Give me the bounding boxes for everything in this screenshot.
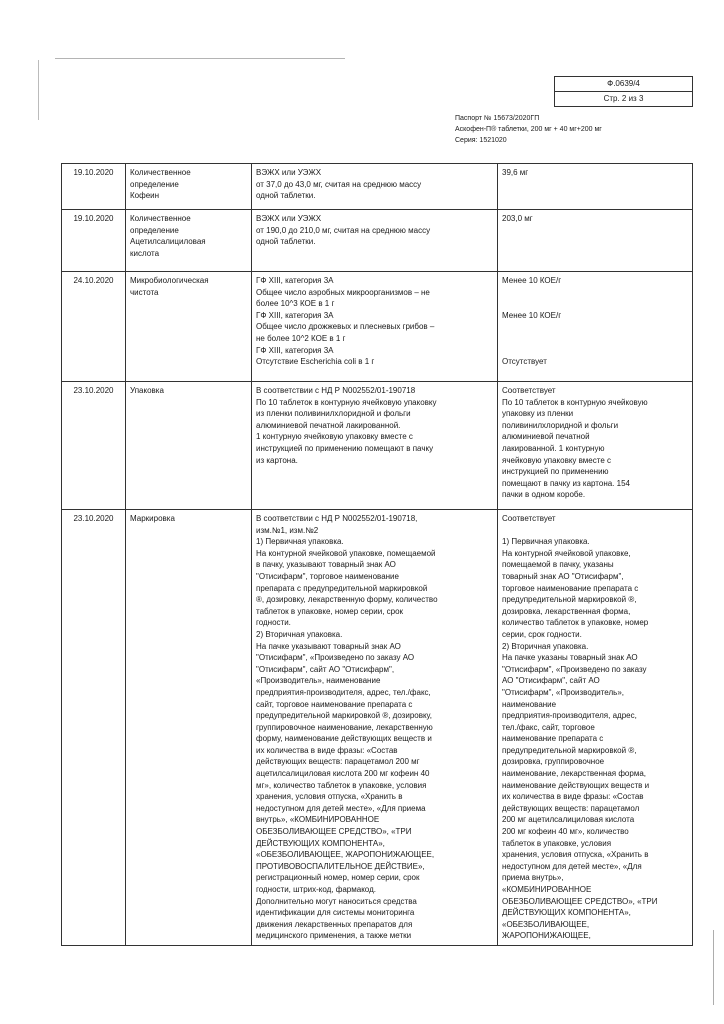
test-date: 23.10.2020	[62, 510, 126, 946]
test-date: 19.10.2020	[62, 210, 126, 272]
test-date: 23.10.2020	[62, 382, 126, 510]
test-date: 24.10.2020	[62, 272, 126, 382]
test-indicator: Микробиологическая чистота	[126, 272, 252, 382]
test-indicator: Упаковка	[126, 382, 252, 510]
table-row	[62, 164, 693, 210]
test-result: Соответствует 1) Первичная упаковка. На контурной ячейковой упаковке, помещаемой в пачку, указаны товарный знак АО "Отисифарм", торговое наименование препарата с предупредительной маркировкой ®, дозировка, лекарственная форма, количество таблеток в упаковке, номер серии, срок годности. 2) Вторичная упаковка. На пачке указаны товарный знак АО "Отисифарм", «Произведено по заказу АО "Отисифарм", сайт АО "Отисифарм", «Производитель», наименование предприятия-производителя, адрес, тел./факс, сайт, торговое наименование препарата с предупредительной маркировкой ®, дозировка, группировочное наименование, лекарственная форма, наименование действующих веществ и их количества в виде фразы: «Состав действующих веществ: парацетамол 200 мг ацетилсалициловая кислота 200 мг кофеин 40 мг», количество таблеток в упаковке, условия хранения, условия отпуска, «Хранить в недоступном для детей месте», «Для приема внутрь», «КОМБИНИРОВАННОЕ ОБЕЗБОЛИВАЮЩЕЕ СРЕДСТВО», «ТРИ ДЕЙСТВУЮЩИХ КОМПОНЕНТА», «ОБЕЗБОЛИВАЮЩЕЕ, ЖАРОПОНИЖАЮЩЕЕ,	[498, 510, 693, 946]
table-row	[62, 210, 693, 272]
table-row	[62, 382, 693, 510]
test-result: Соответствует По 10 таблеток в контурную ячейковую упаковку из пленки поливинилхлоридной и фольги алюминиевой печатной лакированной. 1 контурную ячейковую упаковку вместе с инструкцией по применению помещают в пачку из картона. 154 пачки в одном коробе.	[498, 382, 693, 510]
page-number: Стр. 2 из 3	[555, 91, 692, 106]
test-indicator: Количественное определение Ацетилсалициловая кислота	[126, 210, 252, 272]
test-requirement: В соответствии с НД Р N002552/01-190718, изм.№1, изм.№2 1) Первичная упаковка. На контурной ячейковой упаковке, помещаемой в пачку, указывают товарный знак АО "Отисифарм", торговое наименование препарата с предупредительной маркировкой ®, дозировку, лекарственную форму, количество таблеток в упаковке, номер серии, срок годности. 2) Вторичная упаковка. На пачке указывают товарный знак АО "Отисифарм", «Произведено по заказу АО "Отисифарм", сайт АО "Отисифарм", «Производитель», наименование предприятия-производителя, адрес, тел./факс, сайт, торговое наименование препарата с предупредительной маркировкой ®, дозировку, группировочное наименование, лекарственную форму, наименование действующих веществ и их количества в виде фразы: «Состав действующих веществ: парацетамол 200 мг ацетилсалициловая кислота 200 мг кофеин 40 мг», количество таблеток в упаковке, условия хранения, условия отпуска, «Хранить в недоступном для детей месте», «Для приема внутрь», «КОМБИНИРОВАННОЕ ОБЕЗБОЛИВАЮЩЕЕ СРЕДСТВО», «ТРИ ДЕЙСТВУЮЩИХ КОМПОНЕНТА», «ОБЕЗБОЛИВАЮЩЕЕ, ЖАРОПОНИЖАЮЩЕЕ, ПРОТИВОВОСПАЛИТЕЛЬНОЕ ДЕЙСТВИЕ», регистрационный номер, номер серии, срок годности, штрих-код, фармакод. Дополнительно могут наноситься средства идентификации для системы мониторинга движения лекарственных препаратов для медицинского применения, а также метки	[252, 510, 498, 946]
series-number: Серия: 1521020	[455, 137, 507, 144]
scan-artifact-top-line	[55, 58, 345, 59]
test-requirement: ГФ XIII, категория 3А Общее число аэробных микроорганизмов – не более 10^3 КОЕ в 1 г ГФ XIII, категория 3А Общее число дрожжевых и плесневых грибов – не более 10^2 КОЕ в 1 г ГФ XIII, категория 3А Отсутствие Escherichia coli в 1 г	[252, 272, 498, 382]
test-requirement: ВЭЖХ или УЭЖХ от 190,0 до 210,0 мг, считая на среднюю массу одной таблетки.	[252, 210, 498, 272]
form-code-box	[554, 76, 693, 107]
test-date: 19.10.2020	[62, 164, 126, 210]
test-indicator: Количественное определение Кофеин	[126, 164, 252, 210]
scan-artifact-right-edge	[713, 930, 714, 1005]
test-requirement: ВЭЖХ или УЭЖХ от 37,0 до 43,0 мг, считая на среднюю массу одной таблетки.	[252, 164, 498, 210]
table-row	[62, 510, 693, 946]
test-indicator: Маркировка	[126, 510, 252, 946]
scan-artifact-left-edge	[38, 60, 39, 120]
passport-number: Паспорт № 15673/2020ГП	[455, 115, 540, 122]
test-result: 203,0 мг	[498, 210, 693, 272]
form-code: Ф.0639/4	[607, 79, 640, 88]
test-results-table	[61, 163, 693, 946]
product-name: Аскофен-П® таблетки, 200 мг + 40 мг+200 мг	[455, 126, 602, 133]
document-header	[455, 113, 602, 146]
test-result: Менее 10 КОЕ/г Менее 10 КОЕ/г Отсутствует	[498, 272, 693, 382]
test-requirement: В соответствии с НД Р N002552/01-190718 По 10 таблеток в контурную ячейковую упаковку из пленки поливинилхлоридной и фольги алюминиевой печатной лакированной. 1 контурную ячейковую упаковку вместе с инструкцией по применению помещают в пачку из картона.	[252, 382, 498, 510]
table-row	[62, 272, 693, 382]
test-result: 39,6 мг	[498, 164, 693, 210]
